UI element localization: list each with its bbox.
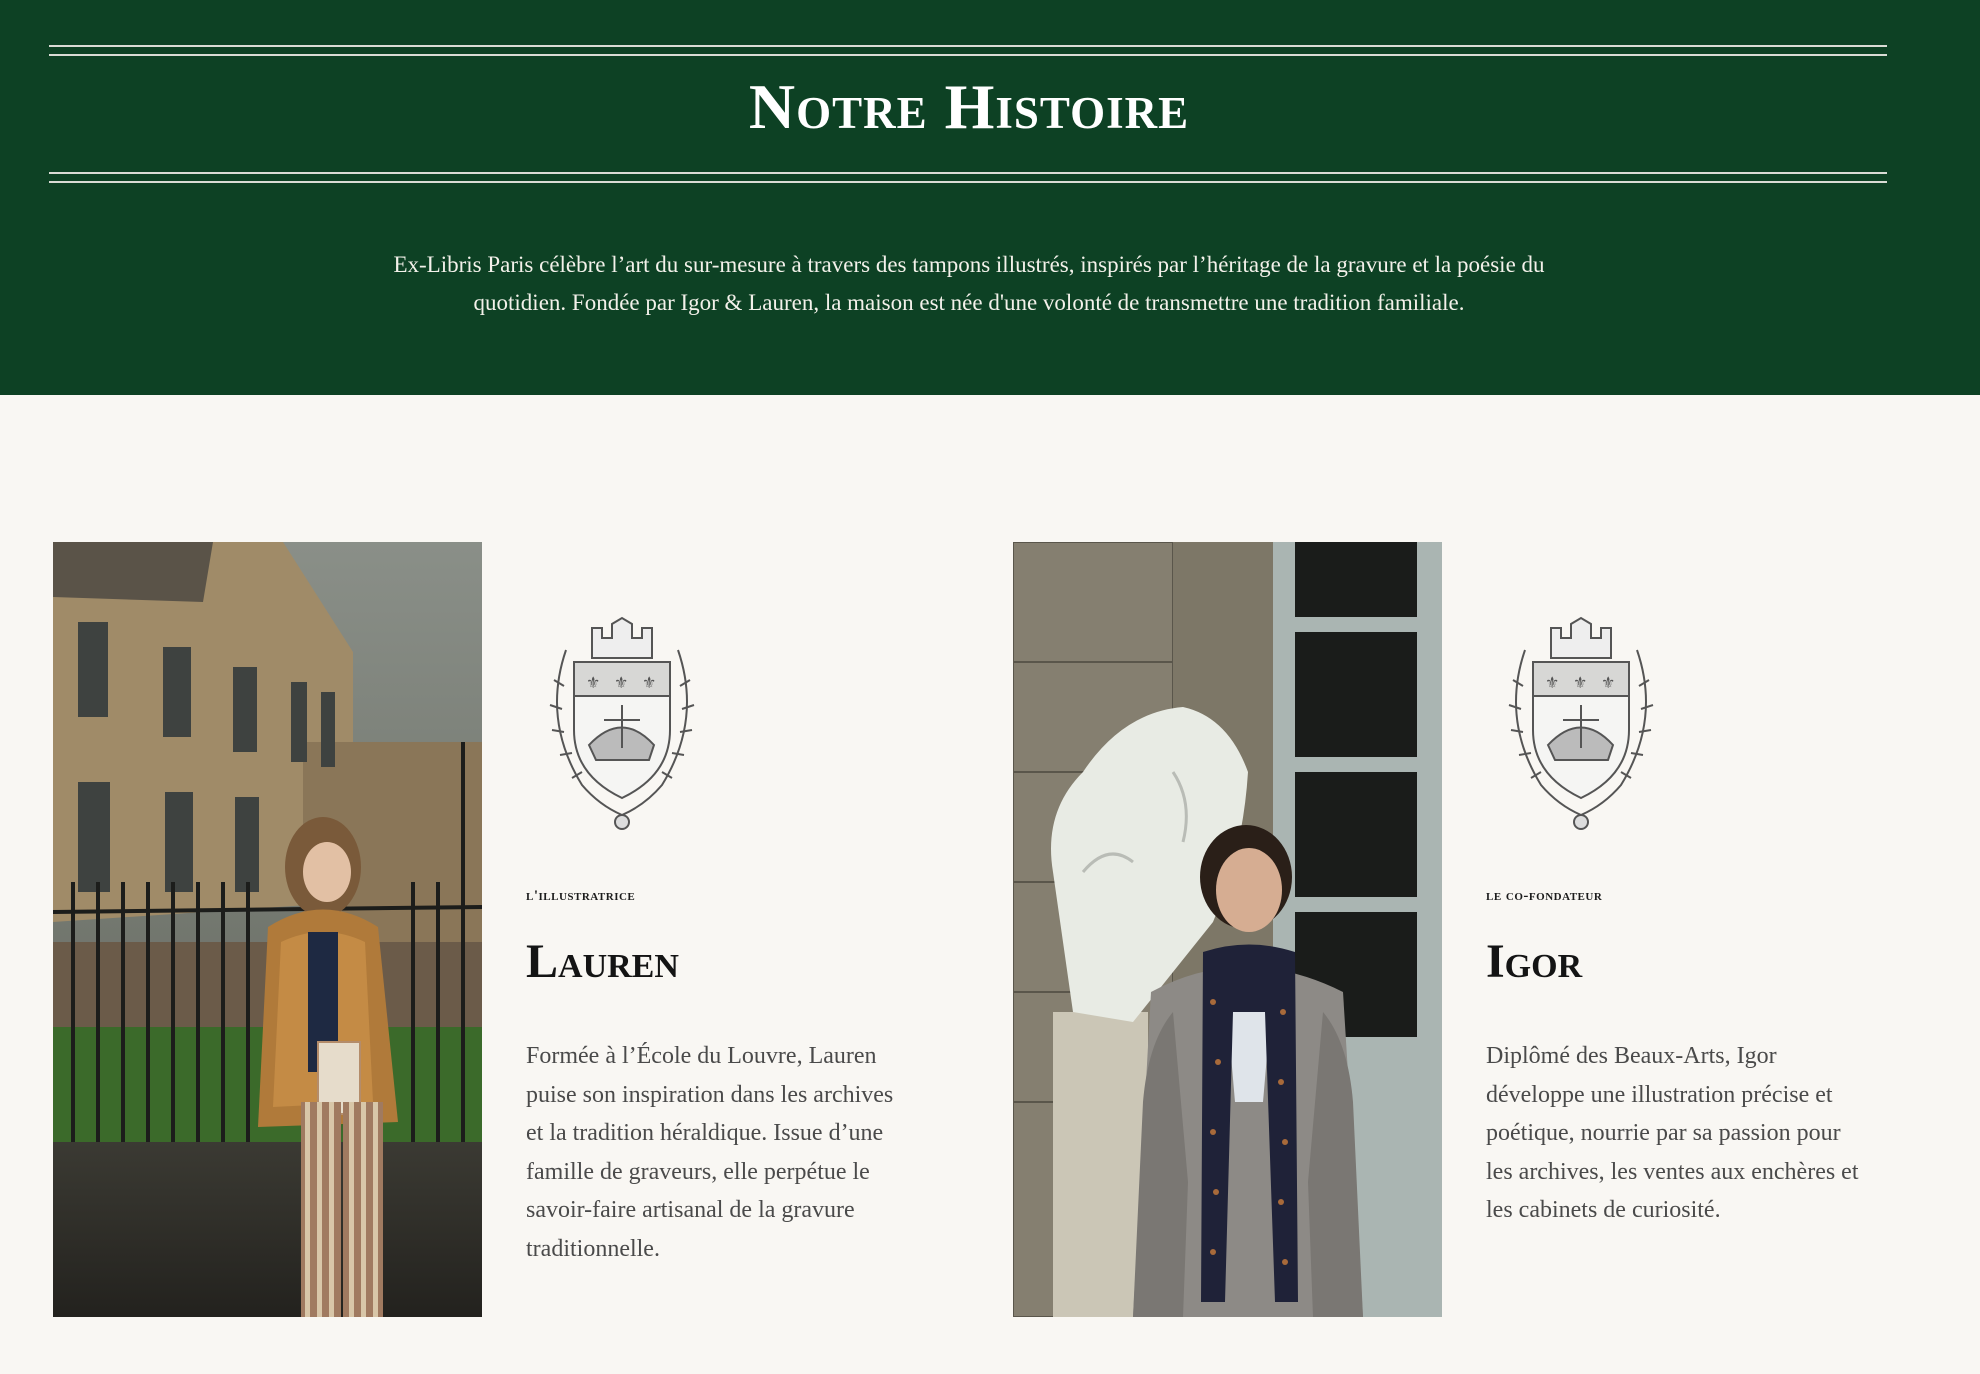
svg-text:⚜: ⚜ xyxy=(642,673,657,692)
founder-bio: Diplômé des Beaux-Arts, Igor développe une illustration précise et poétique, nourrie par sa passion pour les archives, les ventes aux enchères et les cabinets de curiosité. xyxy=(1486,1043,1859,1223)
svg-text:⚜: ⚜ xyxy=(614,673,629,692)
founder-name: Igor xyxy=(1486,935,1583,988)
coat-of-arms-icon xyxy=(534,610,710,832)
svg-text:⚜: ⚜ xyxy=(1573,673,1588,692)
coat-of-arms-icon xyxy=(1493,610,1669,832)
intro-paragraph: Ex-Libris Paris célèbre l’art du sur-mesure à travers des tampons illustrés, inspirés par l’héritage de la gravure et la poésie du quotidien. Fondée par Igor & Lauren, la maison est née d'une volonté de transmettre une tradition familiale. xyxy=(393,252,1545,315)
founder-role: le co-fondateur xyxy=(1486,888,1603,904)
lauren-portrait-photo xyxy=(53,542,482,1317)
svg-text:⚜: ⚜ xyxy=(1601,673,1616,692)
founder-bio: Formée à l’École du Louvre, Lauren puise son inspiration dans les archives et la tradition héraldique. Issue d’une famille de graveurs, elle perpétue le savoir-faire artisanal de la gravure traditionnelle. xyxy=(526,1043,894,1262)
svg-text:⚜: ⚜ xyxy=(586,673,601,692)
bottom-double-rule xyxy=(49,172,1887,183)
hero-section xyxy=(0,0,1980,395)
founder-role: l'illustratrice xyxy=(526,888,636,904)
top-double-rule xyxy=(49,45,1887,56)
svg-text:⚜: ⚜ xyxy=(1545,673,1560,692)
founder-name: Lauren xyxy=(526,935,679,988)
page-title: Notre Histoire xyxy=(748,71,1190,142)
igor-portrait-photo xyxy=(1013,542,1442,1317)
